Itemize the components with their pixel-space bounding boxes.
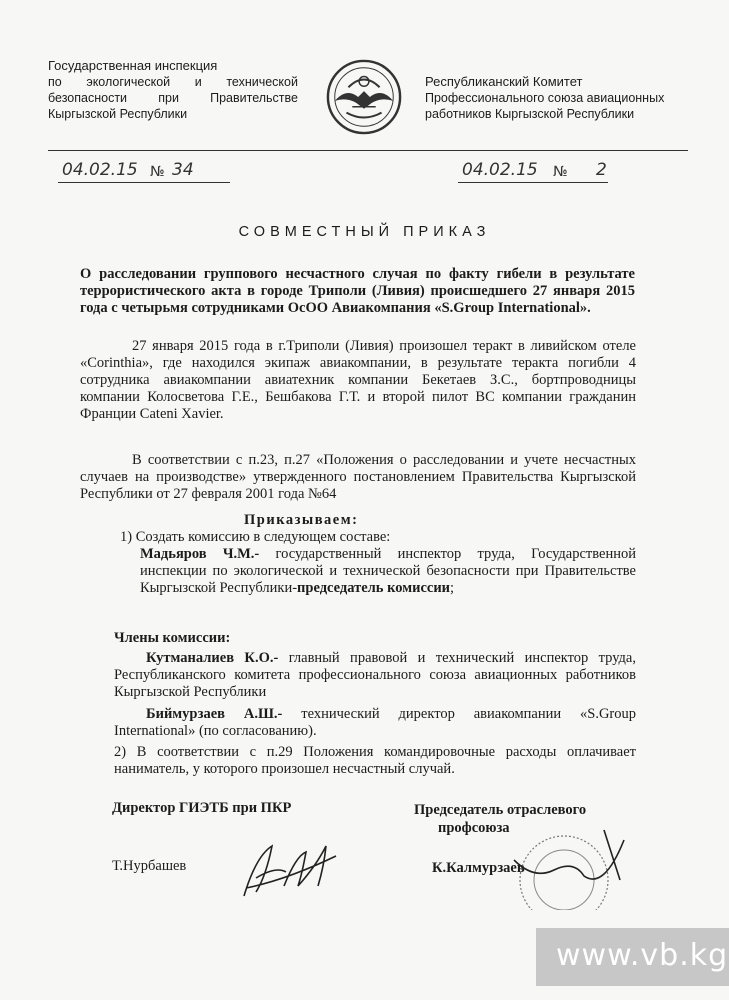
order-word: Приказываем: — [244, 512, 359, 528]
signature-right-title-1: Председатель отраслевого — [414, 802, 587, 818]
paragraph-legal-basis: В соответствии с п.23, п.27 «Положения о расследовании и учете несчастных случаев на производстве» утвержденного постановлением Правительства Кыргызской Республики от 27 февраля 2001 года №64 — [80, 452, 636, 502]
header-divider — [48, 150, 688, 151]
order-item-2: 2) В соответствии с п.29 Положения командировочные расходы оплачивает наниматель, у которого произошел несчастный случай. — [114, 744, 636, 777]
paragraph-incident: 27 января 2015 года в г.Триполи (Ливия) произошел теракт в ливийском отеле «Corinthia», где находился экипаж авиакомпании, в результате теракта погибли 4 сотрудника авиакомпании авиатехник компании Бекетаев З.С., бортпроводницы компании Колосветова Г.Е., Бешбакова Г.Т. и второй пилот ВС компании гражданин Франции Cateni Xavier. — [80, 338, 636, 422]
chair-position: государственный инспектор труда, Государственной инспекции по экологической и технической безопасности при Правительстве Кыргызской Республики- — [140, 546, 636, 596]
document-title: СОВМЕСТНЫЙ ПРИКАЗ — [238, 224, 491, 240]
kyrgyz-state-emblem-icon — [325, 58, 403, 136]
site-watermark-text: www.vb.kg — [556, 938, 729, 973]
registration-left-date: 04.02.15 — [62, 160, 138, 180]
registration-left-no-label: № — [150, 164, 165, 180]
header-right-organization — [425, 74, 695, 122]
signature-left-title: Директор ГИЭТБ при ПКР — [112, 800, 292, 816]
header-right-line3: работников Кыргызской Республики — [425, 107, 635, 121]
registration-right-number: 2 — [596, 160, 607, 180]
registration-right-no-label: № — [553, 164, 568, 180]
chair-name: Мадьяров Ч.М.- — [140, 546, 260, 562]
seal-stamp-icon — [494, 820, 644, 910]
chair-role: председатель комиссии — [297, 580, 451, 596]
header-left-line4: Кыргызской Республики — [48, 107, 188, 121]
member2-position: технический директор авиакомпании «S.Group International» (по согласованию). — [114, 706, 637, 739]
site-watermark — [536, 928, 729, 986]
document-subject: О расследовании группового несчастного случая по факту гибели в результате террористического акта в городе Триполи (Ливия) происшедшего 27 января 2015 года с четырьмя сотрудниками ОсОО Авиакомпания «S.Group International». — [80, 266, 635, 316]
commission-chair — [140, 546, 636, 597]
order-item-1: 1) Создать комиссию в следующем составе: — [120, 529, 391, 545]
header-left-organization — [48, 58, 298, 122]
member2-name: Биймурзаев А.Ш.- — [146, 706, 283, 722]
header-left-line1: Государственная инспекция — [48, 58, 218, 73]
registration-left-underline — [58, 182, 230, 183]
registration-left-number: 34 — [172, 160, 194, 180]
commission-member-1 — [114, 650, 636, 701]
header-right-line1: Республиканский Комитет — [425, 74, 583, 89]
commission-member-2 — [114, 706, 636, 740]
registration-right-date: 04.02.15 — [462, 160, 538, 180]
commission-members-label: Члены комиссии: — [114, 630, 231, 646]
signature-right-title-2: профсоюза — [438, 820, 510, 836]
signature-left-handwriting-icon — [226, 826, 346, 906]
header-right-line2: Профессионального союза авиационных — [425, 91, 665, 105]
signature-left-name: Т.Нурбашев — [112, 858, 187, 874]
member1-name: Кутманалиев К.О.- — [146, 650, 279, 666]
member1-position: главный правовой и технический инспектор труда, Республиканского комитета профессионального союза авиационных работников Кыргызской Республики — [114, 650, 636, 700]
header-left-line2: по экологической и технической — [48, 75, 298, 89]
registration-right-underline — [458, 182, 608, 183]
header-left-line3: безопасности при Правительстве — [48, 91, 298, 105]
chair-end: ; — [450, 580, 455, 596]
signature-right-name: К.Калмурзаев — [432, 860, 525, 876]
